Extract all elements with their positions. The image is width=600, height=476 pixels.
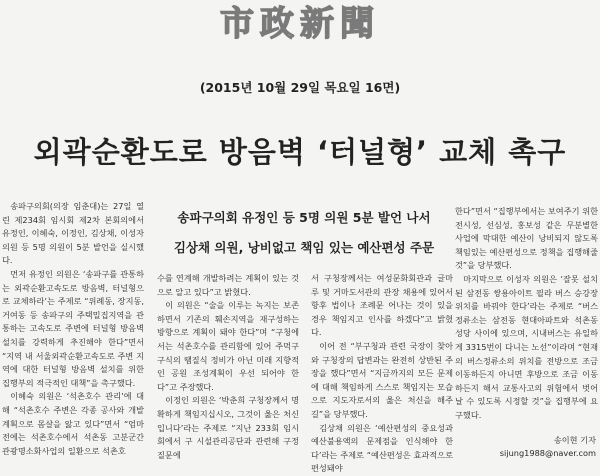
column-paragraph: 송파구의회(의장 임춘대)는 27일 열린 제234회 임시회 제2차 본회의에서 유정인, 이혜숙, 이정인, 김상채, 이성자 의원 등 5명 의원이 5분 발언을 실시했다. bbox=[2, 201, 144, 266]
column-paragraph: 이 의원은 “술을 이루는 녹지는 보존하면서 기존의 훼손지역을 재구성하는 방향으로 계획이 돼야 한다”며 “구청에서는 석촌호수를 관리함에 있어 주먹구구식의 땜질식 정비가 아닌 미래 지향적인 공원 조성계획이 우선 되어야 한다”고 주장했다. bbox=[157, 300, 299, 392]
column-paragraph: 이정인 의원은 ‘박춘희 구청장께서 명확하게 책임지십시오, 그것이 옳은 처신입니다’라는 주제로 “지난 233회 임시회에서 구 시설관리공단과 관련해 구정질문에 bbox=[157, 395, 299, 460]
newspaper-masthead bbox=[0, 2, 600, 48]
article-column-3 bbox=[311, 272, 453, 476]
column-paragraph: 이어 전 “부구청과 관련 국장이 찾아와 구청장의 답변과는 완전히 상반된 주장을 했다”면서 “지금까지의 모든 문제에 대해 책임하게 스스로 책임지는 모습으로 지도자로서의 옳은 처신을 해주길”을 당부했다. bbox=[311, 340, 453, 419]
article-column-4 bbox=[455, 205, 598, 423]
reporter-email: sijung1988@naver.com bbox=[499, 448, 596, 458]
column-paragraph: 마지막으로 이성자 의원은 ‘잘못 설치된 삼전동 쌍용아이트 필라 버스 승강장 위치를 바꿔야 한다’라는 주제로 “버스 정류소는 삼전동 현대아파트와 석촌동 성당 사이에 있으며, 시내버스는 유일하게 3315번이 다니는 노선”이라며 “현재의 버스정류소의 위치를 전방으로 조금 이동하든지 아니면 후방으로 조금 이동하든지 해서 교통사고의 위험에서 벗어날 수 있도록 시정할 것”을 집행부에 요구했다. bbox=[455, 273, 598, 420]
column-paragraph: 이혜숙 의원은 ‘석촌호수 관리’에 대해 “석촌호수 주변은 각종 공사와 개발계획으로 몸살을 앓고 있다”면서 “엄마전에는 석촌호수에서 석촌동 고분군간 관광명소화사업의 일환으로 석촌호 bbox=[2, 391, 144, 456]
article-column-2 bbox=[157, 272, 299, 462]
subheadline-line-1: 송파구의회 유정인 등 5명 의원 5분 발언 나서 bbox=[177, 210, 431, 225]
reporter-signature bbox=[455, 434, 596, 460]
article-column-1 bbox=[2, 200, 144, 458]
column-paragraph: 먼저 유정인 의원은 ‘송파구를 관통하는 외곽순환고속도로 방음벽, 터널형으로 교체하라’는 주제로 “위례동, 장지동, 거여동 등 송파구의 주택밀집지역을 관통하는 고속도로 주변에 터널형 방음벽 설치를 강력하게 추진해야 한다”면서 “지역 내 서울외곽순환고속도로 주변 지역에 대한 터널형 방음벽 설치를 위한 집행부의 적극적인 대책”을 촉구했다. bbox=[2, 268, 144, 388]
column-paragraph: 김상채 의원은 ‘예산편성의 중요성과 예산불용액의 문제점을 인식해야 한다’라는 주제로 “예산편성은 효과적으로 편성돼야 bbox=[311, 422, 453, 474]
reporter-name: 송이현 기자 bbox=[553, 435, 596, 445]
masthead-title: 市政新聞 bbox=[220, 4, 380, 44]
column-paragraph: 수를 연계해 개발하려는 계획이 있는 것으로 알고 있다”고 밝혔다. bbox=[157, 273, 299, 297]
column-paragraph: 서 구청장께서는 여성문화회관과 글마루 및 거마도서관의 관장 채용에 있어서 항후 법이나 조례문 어나는 것이 있을 경우 책임지고 인사를 하겠다”고 밝혔다. bbox=[311, 273, 453, 338]
column-paragraph: 한다”면서 “집행부에서는 보여주기 위한 전시성, 선심성, 홍보성 같은 무분별한 사업에 막대한 예산이 낭비되지 않도록 책임있는 예산편성으로 정책을 집행해줄 것”을 당부했다. bbox=[455, 206, 598, 271]
article-subheadline bbox=[160, 203, 448, 263]
subheadline-line-2: 김상채 의원, 낭비없고 책임 있는 예산편성 주문 bbox=[173, 240, 435, 255]
article-headline: 외곽순환도로 방음벽 ‘터널형’ 교체 촉구 bbox=[33, 135, 567, 169]
publication-dateline: (2015년 10월 29일 목요일 16면) bbox=[199, 80, 401, 95]
